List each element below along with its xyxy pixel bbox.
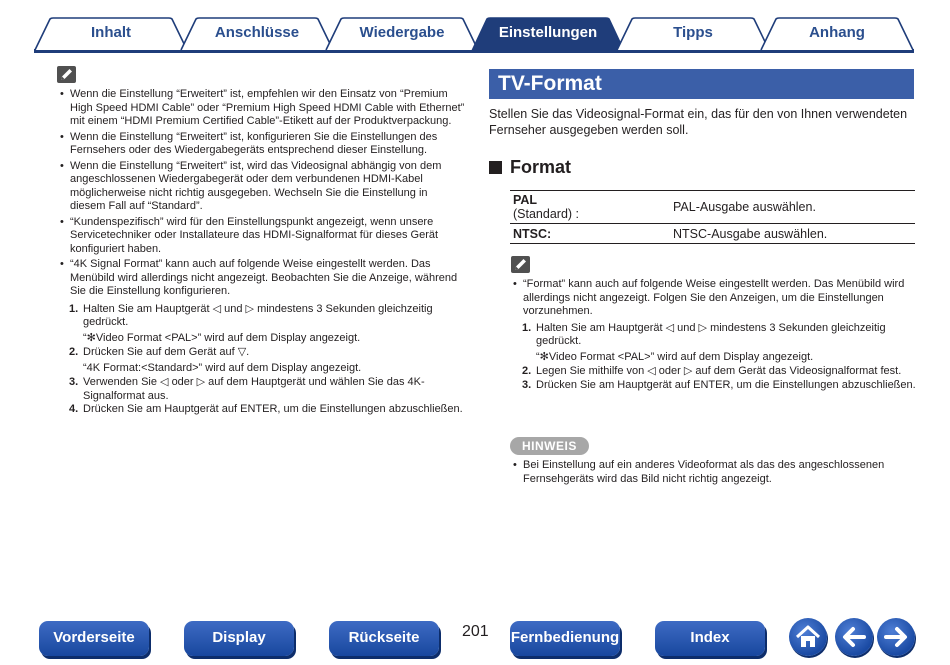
pencil-note-icon	[511, 256, 530, 273]
step-item	[69, 303, 465, 346]
right-column	[489, 69, 917, 244]
step-list	[522, 322, 920, 393]
section-heading	[489, 157, 917, 178]
note-list	[508, 278, 920, 319]
list-item: • “Format” kann auch auf folgende Weise eingestellt werden. Das Menübild wird allerdings nicht angezeigt. Folgen Sie den Anzeigen, um die Einstellungen vorzunehmen.	[508, 278, 920, 319]
arrow-left-icon	[835, 618, 873, 656]
step-number: 1.	[69, 302, 79, 315]
tab-bar	[0, 0, 950, 56]
table-key: PAL (Standard) :	[510, 191, 670, 224]
step-list	[69, 303, 465, 417]
step-item	[69, 403, 465, 417]
forward-button[interactable]	[877, 618, 915, 656]
tab-label: Anschlüsse	[214, 24, 300, 41]
note-list	[55, 88, 465, 299]
tab-label: Inhalt	[91, 24, 131, 41]
step-text: Drücken Sie auf dem Gerät auf ▽.	[83, 346, 250, 358]
tab-einstellungen[interactable]	[471, 17, 625, 51]
list-item: • Wenn die Einstellung “Erweitert” ist, empfehlen wir den Einsatz von “Premium High Speed HDMI Cable” oder “Premium High Speed HDMI Cable with Ethernet” mit einem “HDMI Premium Certified Cable”-Etikett auf der Produktverpackung.	[55, 88, 465, 129]
hint-badge: HINWEIS	[510, 437, 589, 455]
hint-note	[508, 459, 920, 488]
step-result: “✻Video Format <PAL>” wird auf dem Display angezeigt.	[536, 350, 814, 363]
display-button[interactable]: Display	[184, 621, 294, 656]
tab-inhalt[interactable]	[34, 17, 188, 51]
step-number: 2.	[69, 346, 79, 358]
step-text: Halten Sie am Hauptgerät ◁ und ▷ mindestens 3 Sekunden gleichzeitig gedrückt.	[536, 321, 886, 347]
step-number: 4.	[69, 403, 79, 415]
tab-label: Einstellungen	[498, 24, 598, 41]
list-item: • Wenn die Einstellung “Erweitert” ist, wird das Videosignal abhängig von dem angeschlossenen Wiedergabegerät oder dem verbundenen HDMI-Kabel möglicherweise nicht richtig ausgegeben. Wechseln Sie die Einstellung in diesem Fall auf “Standard”.	[55, 160, 465, 214]
step-number: 1.	[522, 321, 532, 334]
right-note	[508, 278, 920, 392]
step-number: 2.	[522, 365, 532, 377]
tab-wiedergabe[interactable]	[325, 17, 479, 51]
page-title: TV-Format	[489, 69, 914, 99]
pencil-note-icon	[57, 66, 76, 83]
format-table	[510, 190, 915, 244]
tab-label: Anhang	[809, 24, 865, 41]
step-item	[522, 322, 920, 365]
step-number: 3.	[522, 378, 532, 391]
list-item: • Bei Einstellung auf ein anderes Videoformat als das des angeschlossenen Fernsehgeräts wird das Bild nicht richtig angezeigt.	[508, 459, 920, 486]
step-text: Drücken Sie am Hauptgerät auf ENTER, um die Einstellungen abzuschließen.	[83, 403, 463, 415]
back-button[interactable]	[835, 618, 873, 656]
list-item: • “Kundenspezifisch” wird für den Einstellungspunkt angezeigt, wenn unsere Servicetechniker oder Installateure das HDMI-Signalformat für dieses Gerät konfiguriert haben.	[55, 216, 465, 257]
step-item	[522, 379, 920, 393]
home-button[interactable]	[789, 618, 827, 656]
tab-label: Tipps	[673, 24, 713, 41]
table-row	[510, 191, 915, 224]
section-title: Format	[510, 157, 572, 177]
table-row	[510, 224, 915, 244]
step-item	[69, 376, 465, 403]
tab-anhang[interactable]	[760, 17, 914, 51]
hint-list	[508, 459, 920, 486]
fernbedienung-button[interactable]: Fernbedienung	[510, 621, 620, 656]
arrow-right-icon	[877, 618, 915, 656]
square-bullet-icon	[489, 161, 502, 174]
step-text: Drücken Sie am Hauptgerät auf ENTER, um die Einstellungen abzuschließen.	[536, 378, 916, 391]
list-item: • Wenn die Einstellung “Erweitert” ist, konfigurieren Sie die Einstellungen des Fernsehers oder des Wiedergabegeräts entsprechend dieser Einstellung.	[55, 131, 465, 158]
table-value: PAL-Ausgabe auswählen.	[670, 191, 915, 224]
tab-tipps[interactable]	[616, 17, 770, 51]
step-text: Verwenden Sie ◁ oder ▷ auf dem Hauptgerät und wählen Sie das 4K-Signalformat aus.	[83, 376, 425, 402]
step-result: “4K Format:<Standard>” wird auf dem Display angezeigt.	[83, 361, 362, 374]
home-icon	[789, 618, 827, 656]
step-item	[69, 346, 465, 375]
rueckseite-button[interactable]: Rückseite	[329, 621, 439, 656]
index-button[interactable]: Index	[655, 621, 765, 656]
page-number: 201	[462, 623, 489, 640]
list-item: • “4K Signal Format” kann auch auf folgende Weise eingestellt werden. Das Menübild wird allerdings nicht angezeigt. Beobachten Sie die Anzeige, während Sie die Einstellung konfigurieren.	[55, 258, 465, 299]
step-number: 3.	[69, 376, 79, 388]
tab-label: Wiedergabe	[359, 24, 445, 41]
step-text: Legen Sie mithilfe von ◁ oder ▷ auf dem Gerät das Videosignalformat fest.	[536, 365, 902, 377]
left-column	[55, 88, 465, 417]
vorderseite-button[interactable]: Vorderseite	[39, 621, 149, 656]
step-text: Halten Sie am Hauptgerät ◁ und ▷ mindestens 3 Sekunden gleichzeitig gedrückt.	[83, 302, 433, 328]
table-key: NTSC:	[510, 224, 670, 244]
step-result: “✻Video Format <PAL>” wird auf dem Display angezeigt.	[83, 331, 361, 344]
step-item	[522, 365, 920, 379]
tab-anschluesse[interactable]	[180, 17, 334, 51]
hint-badge-wrap	[510, 437, 589, 455]
intro-text: Stellen Sie das Videosignal-Format ein, das für den von Ihnen verwendeten Fernseher ausgegeben werden soll.	[489, 107, 908, 137]
table-value: NTSC-Ausgabe auswählen.	[670, 224, 915, 244]
